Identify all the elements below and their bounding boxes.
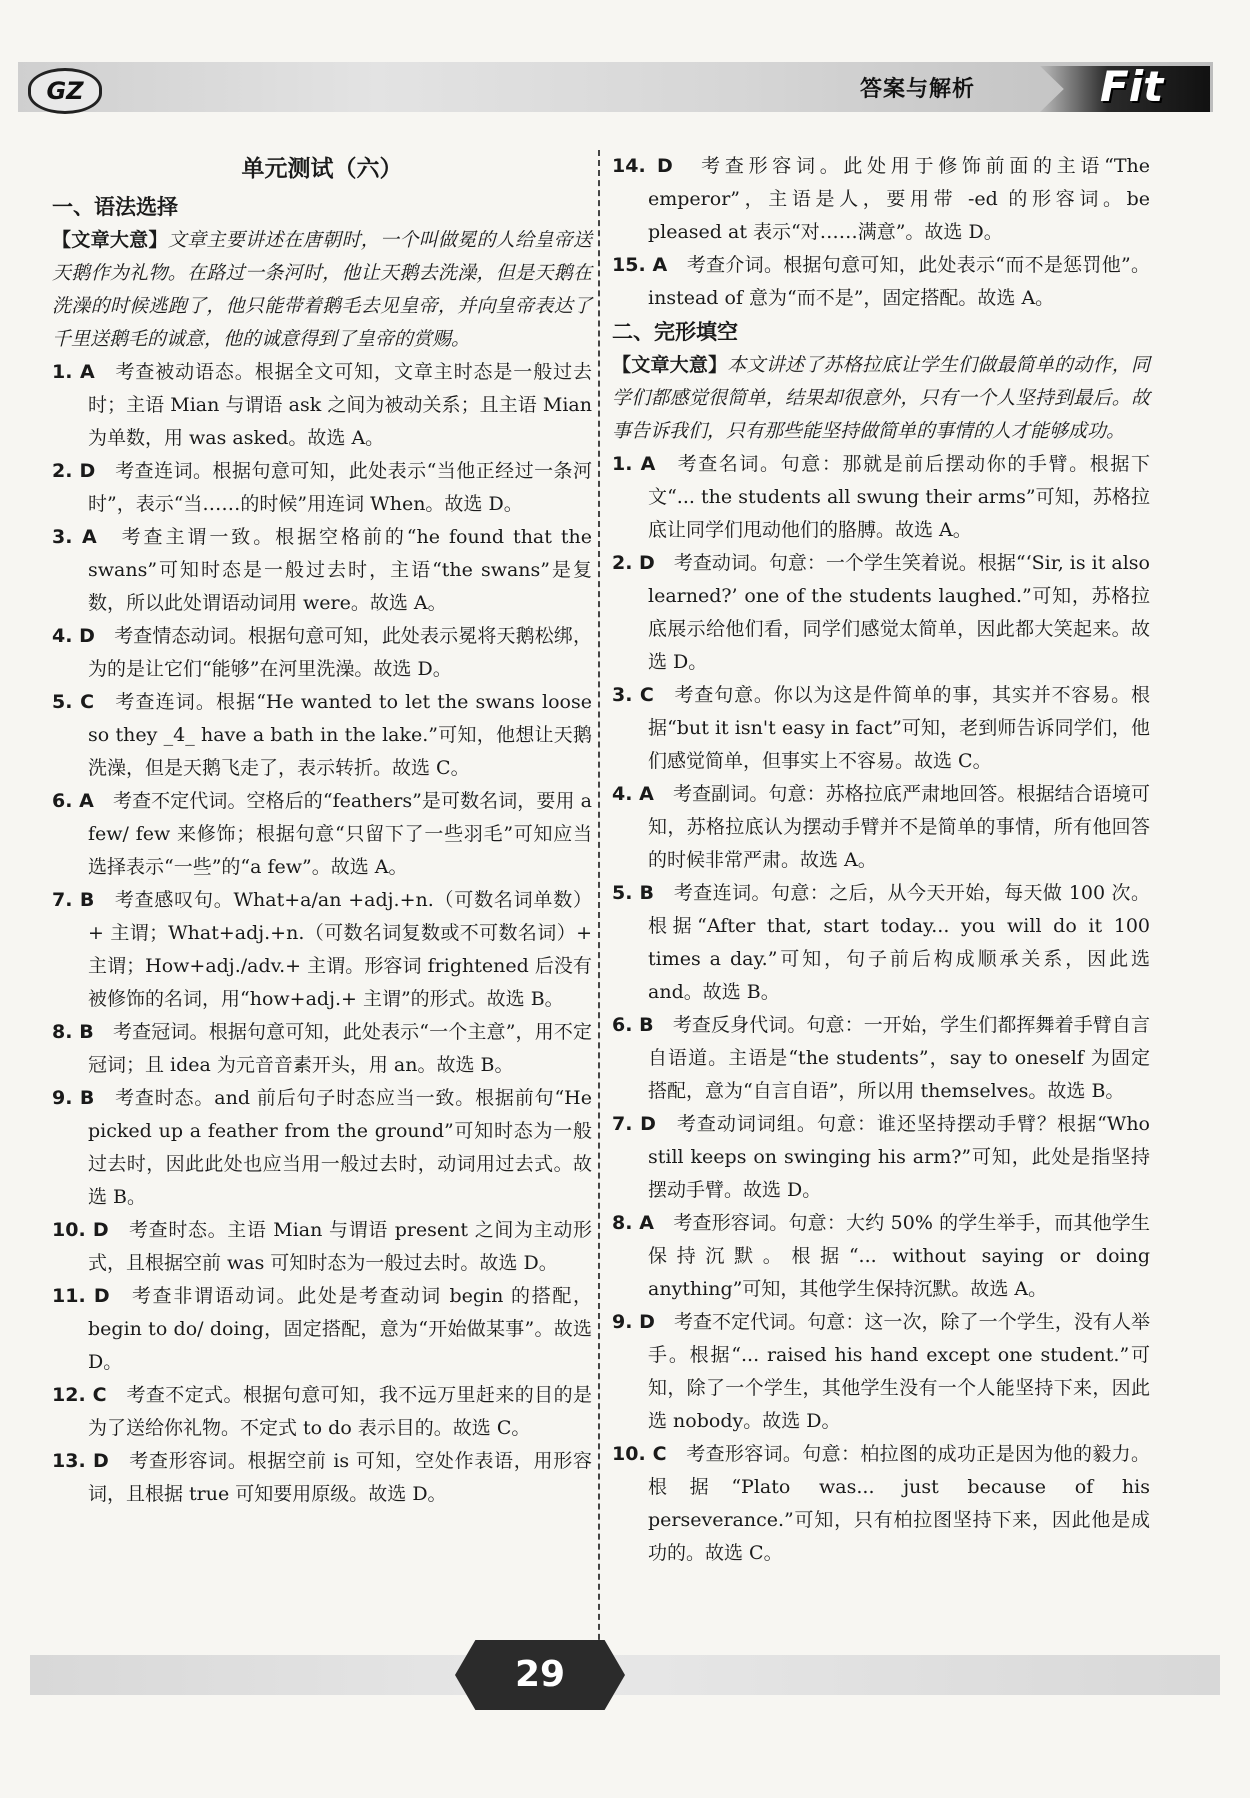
unit-title: 单元测试（六）	[241, 156, 403, 182]
answer-number: 11. D	[52, 1285, 110, 1307]
answer-text: 考查动词词组。句意：谁还坚持摆动手臂？根据“Who still keeps on swinging his arm?”可知，此处是指坚持摆动手臂。故选 D。	[648, 1113, 1150, 1201]
answer-item	[52, 620, 592, 686]
footer-band	[30, 1655, 1220, 1695]
answer-text: 考查连词。根据句意可知，此处表示“当他正经过一条河时”，表示“当……的时候”用连词 When。故选 D。	[88, 460, 592, 515]
answer-number: 14. D	[612, 155, 673, 177]
header-title: 答案与解析	[860, 77, 976, 102]
answer-number: 1. A	[52, 361, 95, 383]
answer-number: 5. B	[612, 882, 654, 904]
answer-item	[52, 455, 592, 521]
answer-item	[52, 1082, 592, 1214]
answer-number: 10. C	[612, 1443, 667, 1465]
answer-number: 2. D	[612, 552, 655, 574]
answer-text: 考查形容词。根据空前 is 可知，空处作表语，用形容词，且根据 true 可知要用原级。故选 D。	[88, 1450, 592, 1505]
answer-number: 2. D	[52, 460, 96, 482]
column-divider	[598, 150, 600, 1680]
right-column	[612, 150, 1150, 1570]
answer-text: 考查动词。句意：一个学生笑着说。根据“‘Sir, is it also learned?’ one of the students laughed.”可知，苏格拉底展示给他们看，同学们感觉太简单，因此都大笑起来。故选 D。	[648, 552, 1150, 673]
answer-text: 考查不定代词。句意：这一次，除了一个学生，没有人举手。根据“... raised his hand except one student.”可知，除了一个学生，其他学生没有一个人能坚持下来，因此选 nobody。故选 D。	[648, 1311, 1150, 1432]
answer-number: 12. C	[52, 1384, 107, 1406]
fit-logo: Fit	[1100, 62, 1164, 111]
answer-number: 5. C	[52, 691, 95, 713]
answer-text: 考查连词。句意：之后，从今天开始，每天做 100 次。根据“After that, start today... you will do it 100 times a day.”可知，句子前后构成顺承关系，因此选 and。故选 B。	[648, 882, 1150, 1003]
answer-text: 考查时态。主语 Mian 与谓语 present 之间为主动形式，且根据空前 was 可知时态为一般过去时。故选 D。	[88, 1219, 592, 1274]
answer-item	[52, 686, 592, 785]
answer-item	[612, 1438, 1150, 1570]
answer-item	[52, 1379, 592, 1445]
answer-item	[52, 1016, 592, 1082]
answer-item	[612, 1108, 1150, 1207]
answer-number: 8. A	[612, 1212, 654, 1234]
page-number: 29	[514, 1654, 566, 1695]
answer-text: 考查副词。句意：苏格拉底严肃地回答。根据结合语境可知，苏格拉底认为摆动手臂并不是简单的事情，所有他回答的时候非常严肃。故选 A。	[648, 783, 1150, 871]
left-column	[52, 150, 592, 1511]
answer-text: 考查不定代词。空格后的“feathers”是可数名词，要用 a few/ few 来修饰；根据句意“只留下了一些羽毛”可知应当选择表示“一些”的“a few”。故选 A。	[88, 790, 592, 878]
gz-logo: GZ	[28, 68, 102, 114]
answer-text: 考查时态。and 前后句子时态应当一致。根据前句“He picked up a feather from the ground”可知时态为一般过去时，因此此处也应当用一般过去时，动词用过去式。故选 B。	[88, 1087, 592, 1208]
answer-number: 7. D	[612, 1113, 656, 1135]
answer-text: 考查被动语态。根据全文可知，文章主时态是一般过去时；主语 Mian 与谓语 ask 之间为被动关系；且主语 Mian 为单数，用 was asked。故选 A。	[88, 361, 592, 449]
answer-item	[612, 150, 1150, 249]
answer-item	[612, 1207, 1150, 1306]
answer-text: 考查形容词。此处用于修饰前面的主语“The emperor”，主语是人，要用带 -ed 的形容词。be pleased at 表示“对……满意”。故选 D。	[648, 155, 1150, 243]
answer-number: 9. B	[52, 1087, 95, 1109]
answer-text: 考查情态动词。根据句意可知，此处表示冕将天鹅松绑，为的是让它们“能够”在河里洗澡。故选 D。	[88, 625, 592, 680]
answer-text: 考查句意。你以为这是件简单的事，其实并不容易。根据“but it isn't easy in fact”可知，老到师告诉同学们，他们感觉简单，但事实上不容易。故选 C。	[648, 684, 1150, 772]
answer-number: 3. C	[612, 684, 654, 706]
article-summary	[52, 224, 592, 356]
answer-text: 考查介词。根据句意可知，此处表示“而不是惩罚他”。instead of 意为“而不是”，固定搭配。故选 A。	[648, 254, 1150, 309]
answer-number: 7. B	[52, 889, 95, 911]
article-summary	[612, 349, 1150, 448]
answer-item	[52, 785, 592, 884]
answer-item	[612, 547, 1150, 679]
answer-number: 4. A	[612, 783, 654, 805]
answer-item	[612, 249, 1150, 315]
answer-item	[52, 521, 592, 620]
answer-text: 考查形容词。句意：柏拉图的成功正是因为他的毅力。根据“Plato was... just because of his perseverance.”可知，只有柏拉图坚持下来，因此他是成功的。故选 C。	[648, 1443, 1150, 1564]
answer-item	[612, 1306, 1150, 1438]
answer-text: 考查形容词。句意：大约 50% 的学生举手，而其他学生保持沉默。根据“... without saying or doing anything”可知，其他学生保持沉默。故选 A。	[648, 1212, 1150, 1300]
answer-item	[612, 778, 1150, 877]
answer-item	[52, 356, 592, 455]
answer-item	[52, 1214, 592, 1280]
answer-number: 9. D	[612, 1311, 655, 1333]
answer-item	[52, 884, 592, 1016]
answer-number: 1. A	[612, 453, 656, 475]
answer-number: 10. D	[52, 1219, 109, 1241]
section-cloze-title: 二、完形填空	[612, 320, 738, 344]
answer-text: 考查不定式。根据句意可知，我不远万里赶来的目的是为了送给你礼物。不定式 to do 表示目的。故选 C。	[88, 1384, 592, 1439]
answer-item	[612, 448, 1150, 547]
summary-text: 文章主要讲述在唐朝时，一个叫做冕的人给皇帝送天鹅作为礼物。在路过一条河时，他让天鹅去洗澡，但是天鹅在洗澡的时候逃跑了，他只能带着鹅毛去见皇帝，并向皇帝表达了千里送鹅毛的诚意，他的诚意得到了皇帝的赏赐。	[52, 229, 592, 350]
answer-item	[612, 679, 1150, 778]
summary-text: 本文讲述了苏格拉底让学生们做最简单的动作，同学们都感觉很简单，结果却很意外，只有一个人坚持到最后。故事告诉我们，只有那些能坚持做简单的事情的人才能够成功。	[612, 354, 1150, 442]
answer-text: 考查反身代词。句意：一开始，学生们都挥舞着手臂自言自语道。主语是“the students”，say to oneself 为固定搭配，意为“自言自语”，所以用 themselves。故选 B。	[648, 1014, 1150, 1102]
summary-tag: 【文章大意】	[52, 229, 168, 251]
answer-number: 13. D	[52, 1450, 109, 1472]
answer-item	[612, 1009, 1150, 1108]
answer-text: 考查连词。根据“He wanted to let the swans loose so they _4_ have a bath in the lake.”可知，他想让天鹅洗澡，但是天鹅飞走了，表示转折。故选 C。	[88, 691, 592, 779]
answer-text: 考查冠词。根据句意可知，此处表示“一个主意”，用不定冠词；且 idea 为元音音素开头，用 an。故选 B。	[88, 1021, 592, 1076]
answer-number: 3. A	[52, 526, 97, 548]
answer-number: 6. B	[612, 1014, 654, 1036]
section-grammar-title: 一、语法选择	[52, 195, 178, 219]
header-band	[18, 62, 1213, 112]
summary-tag: 【文章大意】	[612, 354, 728, 376]
answer-text: 考查主谓一致。根据空格前的“he found that the swans”可知时态是一般过去时，主语“the swans”是复数，所以此处谓语动词用 were。故选 A。	[88, 526, 592, 614]
answer-text: 考查非谓语动词。此处是考查动词 begin 的搭配，begin to do/ doing，固定搭配，意为“开始做某事”。故选 D。	[88, 1285, 592, 1373]
answer-item	[52, 1280, 592, 1379]
answer-item	[52, 1445, 592, 1511]
answer-text: 考查名词。句意：那就是前后摆动你的手臂。根据下文“... the students all swung their arms”可知，苏格拉底让同学们甩动他们的胳膊。故选 A。	[648, 453, 1150, 541]
answer-text: 考查感叹句。What+a/an +adj.+n.（可数名词单数）+ 主谓；What+adj.+n.（可数名词复数或不可数名词）+ 主谓；How+adj./adv.+ 主谓。形容词 frightened 后没有被修饰的名词，用“how+adj.+ 主谓”的形式。故选 B。	[88, 889, 592, 1010]
answer-number: 4. D	[52, 625, 95, 647]
answer-item	[612, 877, 1150, 1009]
answer-number: 8. B	[52, 1021, 94, 1043]
answer-number: 6. A	[52, 790, 94, 812]
answer-number: 15. A	[612, 254, 668, 276]
